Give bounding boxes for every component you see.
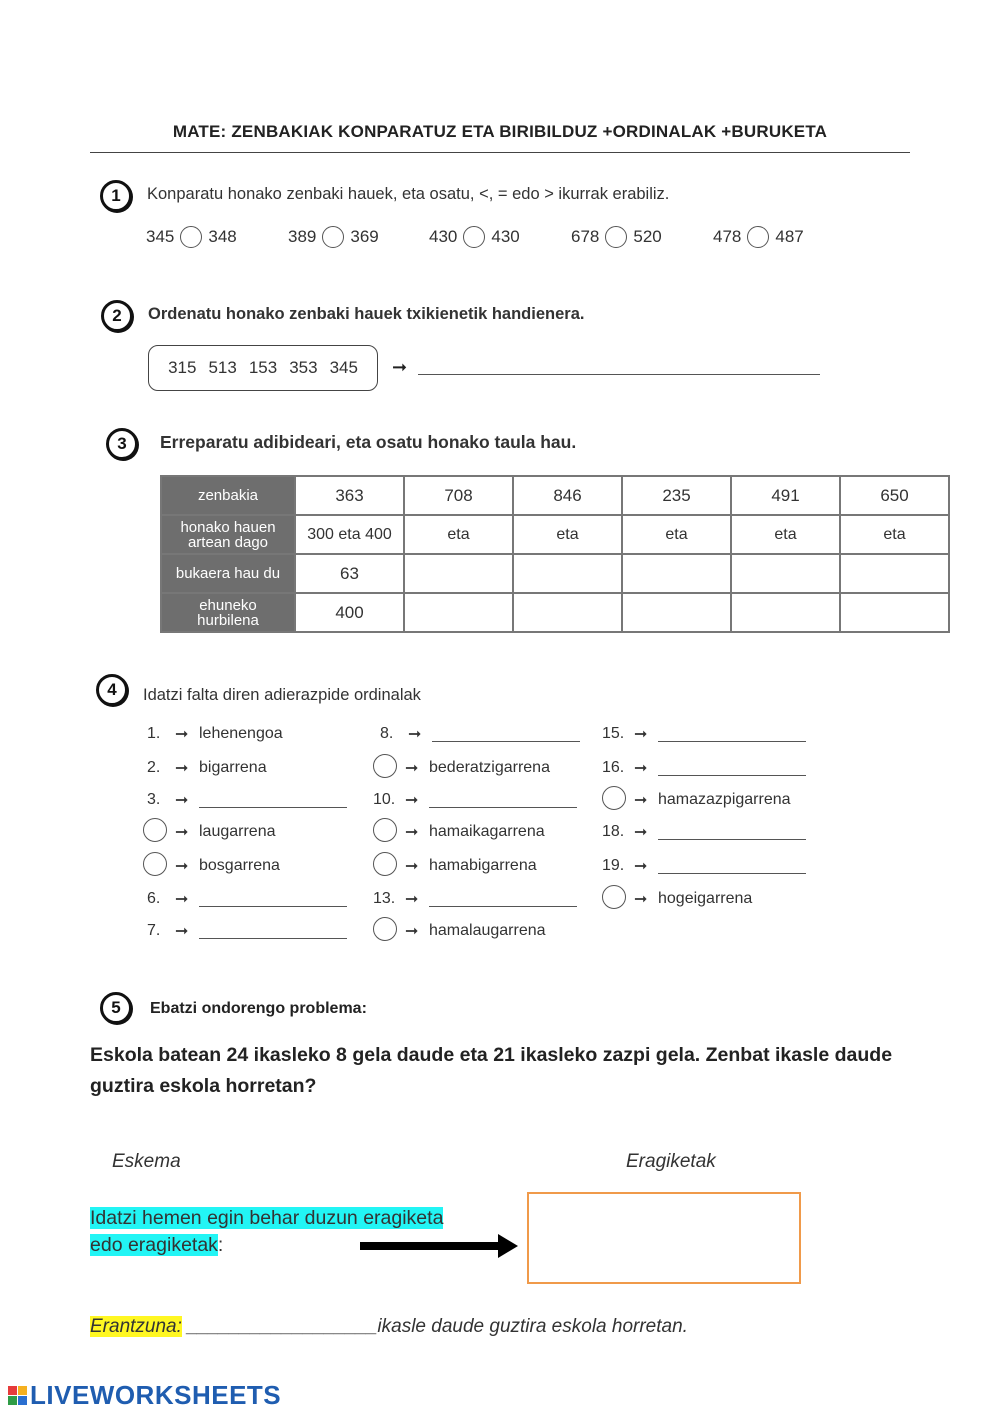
arrow-right-icon: ➞ xyxy=(392,357,408,377)
table-cell-empty[interactable] xyxy=(840,593,949,632)
section-2-instruction: Ordenatu honako zenbaki hauek txikienetik handienera. xyxy=(148,305,585,323)
table-cell: 650 xyxy=(840,476,949,515)
table-cell-empty[interactable] xyxy=(404,593,513,632)
ordinal-item-2 xyxy=(147,756,267,780)
table-cell-empty[interactable] xyxy=(513,554,622,593)
header-line: artean dago xyxy=(187,533,269,551)
ordinal-answer-line[interactable] xyxy=(199,793,347,808)
ordinal-word: bigarrena xyxy=(199,759,267,776)
table-cell-eta[interactable]: eta xyxy=(840,515,949,554)
compare-left: 430 xyxy=(429,227,458,246)
ordinal-answer-line[interactable] xyxy=(199,892,347,907)
eskema-label: Eskema xyxy=(112,1151,181,1172)
table-cell-empty[interactable] xyxy=(513,593,622,632)
answer-label: Erantzuna: xyxy=(90,1316,182,1337)
ordinal-word: lehenengoa xyxy=(199,725,283,742)
compare-answer-circle[interactable] xyxy=(747,226,769,248)
ordinal-item-12 xyxy=(373,854,537,878)
ordinal-item-15 xyxy=(602,722,806,746)
section-4-instruction: Idatzi falta diren adierazpide ordinalak xyxy=(143,686,421,704)
arrow-right-icon: ➞ xyxy=(175,760,189,777)
ordinal-item-11 xyxy=(373,820,545,844)
title-divider xyxy=(90,152,910,153)
table-cell: 491 xyxy=(731,476,840,515)
compare-pair-4 xyxy=(571,226,662,248)
table-row xyxy=(161,515,949,554)
table-cell: 708 xyxy=(404,476,513,515)
ordinal-number: 2. xyxy=(147,759,161,776)
arrow-right-icon: ➞ xyxy=(405,760,419,777)
ordinal-number: 13. xyxy=(373,890,396,907)
ordinal-word: hamaikagarrena xyxy=(429,823,545,840)
compare-left: 678 xyxy=(571,227,600,246)
ordinal-answer-line[interactable] xyxy=(658,727,806,742)
ordinal-item-10 xyxy=(373,788,577,812)
ordinal-number: 3. xyxy=(147,791,161,808)
ordinal-number-circle[interactable] xyxy=(143,818,167,842)
answer-line xyxy=(90,1316,688,1338)
page-title: MATE: ZENBAKIAK KONPARATUZ ETA BIRIBILDUZ +ORDINALAK +BURUKETA xyxy=(172,122,828,141)
table-cell-eta[interactable]: eta xyxy=(513,515,622,554)
ordinal-item-13 xyxy=(373,887,577,911)
arrow-right-icon: ➞ xyxy=(634,726,648,743)
ordinal-word: bosgarrena xyxy=(199,857,280,874)
table-cell-empty[interactable] xyxy=(622,554,731,593)
compare-pair-1 xyxy=(146,226,237,248)
ordinal-number-circle[interactable] xyxy=(143,852,167,876)
operations-answer-box[interactable] xyxy=(527,1192,801,1284)
compare-answer-circle[interactable] xyxy=(322,226,344,248)
arrow-right-icon: ➞ xyxy=(175,923,189,940)
table-cell-eta[interactable]: eta xyxy=(731,515,840,554)
order-number: 345 xyxy=(329,358,358,377)
arrow-right-icon: ➞ xyxy=(405,858,419,875)
header-line: honako hauen xyxy=(180,518,276,536)
compare-right: 520 xyxy=(633,227,662,246)
table-cell-eta[interactable]: eta xyxy=(622,515,731,554)
table-cell-empty[interactable] xyxy=(731,593,840,632)
eragiketak-label: Eragiketak xyxy=(626,1151,716,1172)
ordinal-item-9 xyxy=(373,756,550,780)
ordinal-number-circle[interactable] xyxy=(373,852,397,876)
hint-line: edo eragiketak xyxy=(90,1234,218,1256)
compare-answer-circle[interactable] xyxy=(605,226,627,248)
hint-line: Idatzi hemen egin behar duzun eragiketa xyxy=(90,1207,444,1229)
ordinal-item-7 xyxy=(147,919,347,943)
ordinal-word: bederatzigarrena xyxy=(429,759,550,776)
table-cell: 846 xyxy=(513,476,622,515)
ordinal-word: hamalaugarrena xyxy=(429,922,546,939)
table-cell-empty[interactable] xyxy=(840,554,949,593)
table-cell-eta[interactable]: eta xyxy=(404,515,513,554)
table-row xyxy=(161,554,949,593)
ordinal-word: hamazazpigarrena xyxy=(658,791,791,808)
ordinal-answer-line[interactable] xyxy=(658,859,806,874)
ordinal-number: 19. xyxy=(602,857,625,874)
order-answer-line[interactable] xyxy=(418,374,820,375)
ordinal-item-8 xyxy=(380,722,580,746)
section-4-badge: 4 xyxy=(96,674,128,706)
ordinal-number-circle[interactable] xyxy=(602,786,626,810)
table-row xyxy=(161,593,949,632)
table-cell-empty[interactable] xyxy=(404,554,513,593)
table-cell: 63 xyxy=(295,554,404,593)
ordinal-word: hamabigarrena xyxy=(429,857,537,874)
problem-text: Eskola batean 24 ikasleko 8 gela daude eta 21 ikasleko zazpi gela. Zenbat ikasle daude guztira eskola horretan? xyxy=(90,1044,893,1097)
table-cell: 300 eta 400 xyxy=(295,515,404,554)
order-number: 513 xyxy=(208,358,237,377)
ordinal-answer-line[interactable] xyxy=(429,892,577,907)
section-1-badge: 1 xyxy=(100,180,132,212)
numbers-to-order-box xyxy=(148,345,378,391)
ordinal-number-circle[interactable] xyxy=(602,885,626,909)
compare-left: 478 xyxy=(713,227,742,246)
arrow-right-icon: ➞ xyxy=(175,858,189,875)
ordinal-item-5 xyxy=(143,854,280,878)
ordinal-item-6 xyxy=(147,887,347,911)
ordinal-number-circle[interactable] xyxy=(373,818,397,842)
table-cell: 363 xyxy=(295,476,404,515)
ordinal-item-19 xyxy=(602,854,806,878)
compare-left: 389 xyxy=(288,227,317,246)
ordinal-number: 18. xyxy=(602,823,625,840)
table-header-between xyxy=(161,515,295,554)
ordinal-number: 15. xyxy=(602,725,625,742)
rounding-table xyxy=(160,475,950,633)
answer-blank[interactable]: __________________ xyxy=(187,1316,378,1337)
ordinal-answer-line[interactable] xyxy=(658,825,806,840)
compare-right: 348 xyxy=(208,227,237,246)
ordinal-answer-line[interactable] xyxy=(429,793,577,808)
arrow-right-icon: ➞ xyxy=(405,792,419,809)
ordinal-number: 16. xyxy=(602,759,625,776)
section-3-instruction: Erreparatu adibideari, eta osatu honako taula hau. xyxy=(160,432,577,452)
compare-answer-circle[interactable] xyxy=(463,226,485,248)
section-5-badge: 5 xyxy=(100,992,132,1024)
table-cell-empty[interactable] xyxy=(622,593,731,632)
ordinal-answer-line[interactable] xyxy=(658,761,806,776)
order-number: 153 xyxy=(248,358,278,377)
arrow-right-icon: ➞ xyxy=(634,891,648,908)
ordinal-word: hogeigarrena xyxy=(658,890,753,907)
arrow-right-icon xyxy=(360,1234,518,1258)
arrow-right-icon: ➞ xyxy=(405,824,419,841)
arrow-right-icon: ➞ xyxy=(634,760,648,777)
ordinal-number-circle[interactable] xyxy=(373,754,397,778)
ordinal-item-16 xyxy=(602,756,806,780)
arrow-right-icon: ➞ xyxy=(405,923,419,940)
arrow-right-icon: ➞ xyxy=(408,726,422,743)
compare-right: 487 xyxy=(775,227,804,246)
compare-left: 345 xyxy=(146,227,175,246)
ordinal-word: laugarrena xyxy=(199,823,276,840)
table-header-zenbakia: zenbakia xyxy=(161,476,295,515)
table-header-ending: bukaera hau du xyxy=(161,554,295,593)
ordinal-number: 1. xyxy=(147,725,161,742)
table-header-rounded xyxy=(161,593,295,632)
table-cell: 400 xyxy=(295,593,404,632)
compare-right: 369 xyxy=(350,227,379,246)
header-line: ehuneko xyxy=(199,596,257,614)
arrow-right-icon: ➞ xyxy=(175,792,189,809)
ordinal-number-circle[interactable] xyxy=(373,917,397,941)
logo-text: LIVEWORKSHEETS xyxy=(30,1380,282,1410)
order-number: 353 xyxy=(289,358,318,377)
arrow-right-icon: ➞ xyxy=(175,891,189,908)
compare-pair-5 xyxy=(713,226,804,248)
section-1-instruction: Konparatu honako zenbaki hauek, eta osatu, <, = edo > ikurrak erabiliz. xyxy=(147,185,670,203)
compare-pair-2 xyxy=(288,226,379,248)
arrow-shaft xyxy=(360,1242,500,1250)
compare-answer-circle[interactable] xyxy=(180,226,202,248)
header-line: hurbilena xyxy=(197,611,259,629)
arrow-right-icon: ➞ xyxy=(634,792,648,809)
ordinal-number: 6. xyxy=(147,890,161,907)
section-3-badge: 3 xyxy=(106,428,138,460)
ordinal-item-20 xyxy=(602,887,752,911)
liveworksheets-logo xyxy=(8,1380,281,1411)
logo-squares-icon xyxy=(8,1386,27,1405)
table-cell-empty[interactable] xyxy=(731,554,840,593)
ordinal-item-17 xyxy=(602,788,791,812)
ordinal-item-14 xyxy=(373,919,546,943)
order-number: 315 xyxy=(168,358,197,377)
ordinal-answer-line[interactable] xyxy=(432,727,580,742)
section-2-badge: 2 xyxy=(101,300,133,332)
compare-pair-3 xyxy=(429,226,520,248)
arrow-right-icon: ➞ xyxy=(634,858,648,875)
ordinal-number: 7. xyxy=(147,922,161,939)
arrow-right-icon: ➞ xyxy=(634,824,648,841)
ordinal-item-4 xyxy=(143,820,276,844)
arrow-right-icon: ➞ xyxy=(175,824,189,841)
ordinal-number: 10. xyxy=(373,791,396,808)
ordinal-answer-line[interactable] xyxy=(199,924,347,939)
table-row xyxy=(161,476,949,515)
answer-rest: ikasle daude guztira eskola horretan. xyxy=(377,1316,688,1337)
arrow-head xyxy=(498,1234,518,1258)
compare-right: 430 xyxy=(491,227,520,246)
ordinal-item-18 xyxy=(602,820,806,844)
arrow-right-icon: ➞ xyxy=(405,891,419,908)
section-5-instruction: Ebatzi ondorengo problema: xyxy=(150,1000,367,1017)
ordinal-item-3 xyxy=(147,788,347,812)
hint-colon: : xyxy=(217,1234,224,1256)
table-cell: 235 xyxy=(622,476,731,515)
ordinal-item-1 xyxy=(147,722,283,746)
arrow-right-icon: ➞ xyxy=(175,726,189,743)
ordinal-number: 8. xyxy=(380,725,394,742)
